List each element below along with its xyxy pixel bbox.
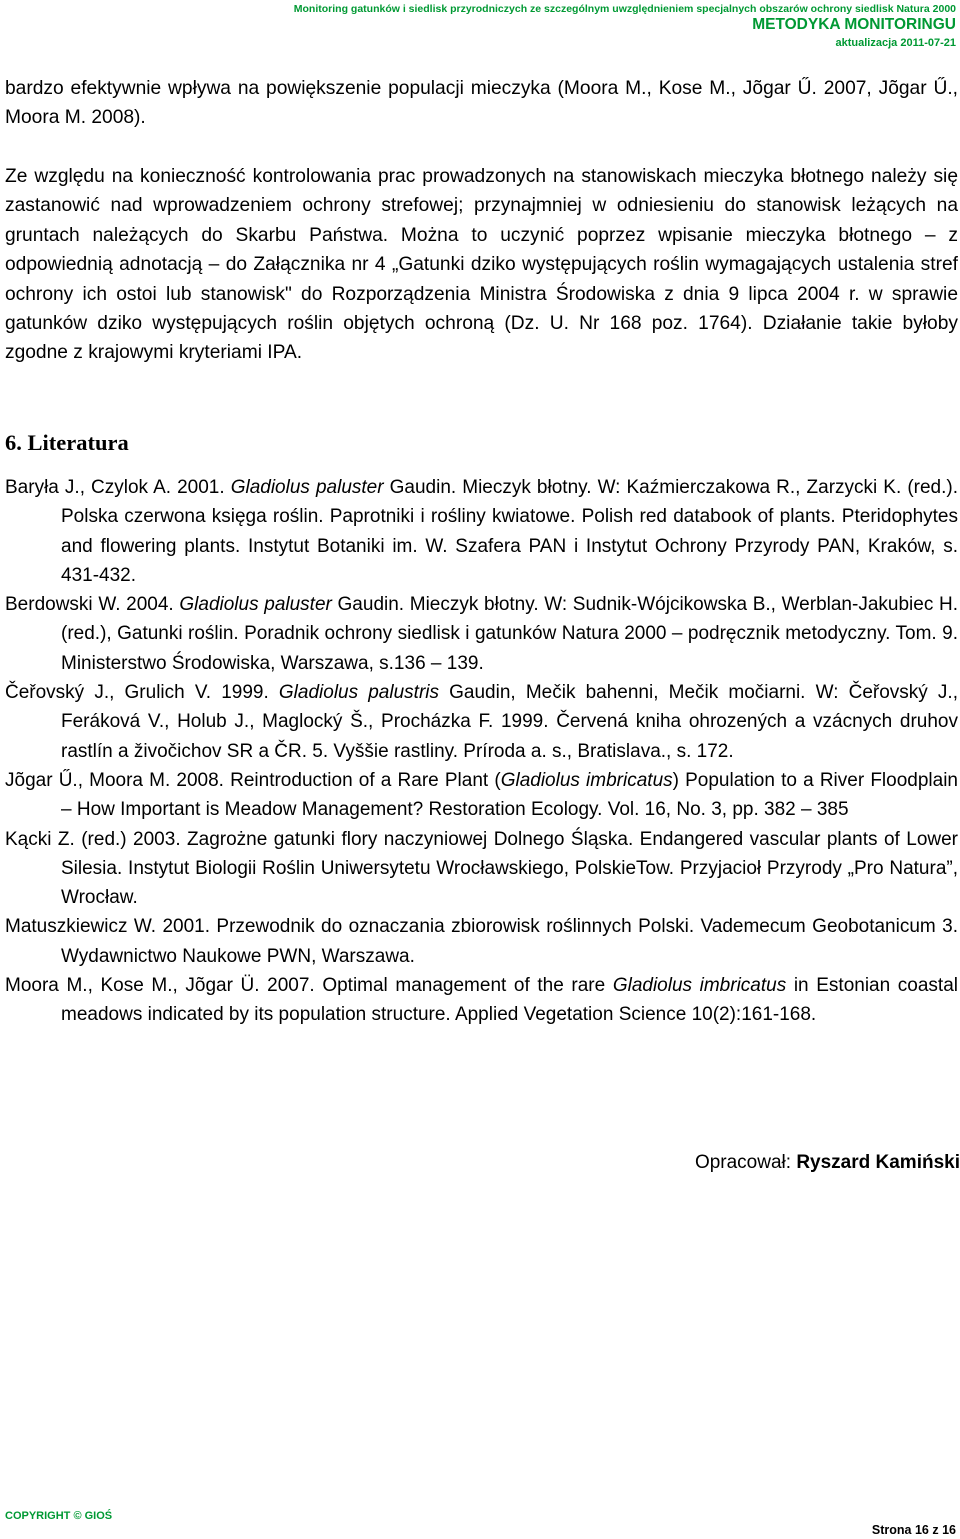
reference-text: Baryła J., Czylok A. 2001. [5, 477, 231, 498]
reference-item [5, 473, 958, 590]
reference-item [5, 766, 958, 825]
reference-text: Čeřovský J., Grulich V. 1999. [5, 682, 279, 704]
reference-item [5, 912, 958, 971]
signature-author-name: Ryszard Kamiński [796, 1152, 960, 1173]
reference-species-name: Gladiolus paluster [230, 477, 384, 498]
reference-item [5, 590, 958, 678]
reference-item [5, 678, 958, 766]
paragraph-1: bardzo efektywnie wpływa na powiększenie populacji mieczyka (Moora M., Kose M., Jõgar Ű. 2007, Jõgar Ű., Moora M. 2008). [5, 78, 958, 129]
reference-item [5, 971, 958, 1030]
reference-text: Moora M., Kose M., Jõgar Ü. 2007. Optimal management of the rare [5, 975, 613, 997]
footer-copyright: COPYRIGHT © GIOŚ [5, 1510, 113, 1522]
header-series-title: Monitoring gatunków i siedlisk przyrodniczych ze szczególnym uwzględnieniem specjalnych obszarów ochrony siedlisk Natura 2000 [293, 3, 956, 15]
reference-text: Kącki Z. (red.) 2003. Zagrożne gatunki flory naczyniowej Dolnego Śląska. Endangered vascular plants of Lower Silesia. Instytut Biologii Roślin Uniwersytetu Wrocławskiego, PolskieTow. Przyjacioł Przyrody „Pro Natura”, Wrocław. [5, 828, 958, 909]
reference-text: in Estonian coastal meadows indicated by its population structure. Applied Vegetation Science 10(2):161-168. [61, 975, 958, 1026]
signature-label: Opracował: [694, 1152, 797, 1173]
header-update-date: aktualizacja 2011-07-21 [835, 37, 956, 49]
reference-species-name: Gladiolus paluster [179, 594, 332, 616]
reference-text: Gaudin. Mieczyk błotny. W: Sudnik-Wójcikowska B., Werblan-Jakubiec H. (red.), Gatunki roślin. Poradnik ochrony siedlisk i gatunków Natura 2000 – podręcznik metodyczny. Tom. 9. Ministerstwo Środowiska, Warszawa, s.136 – 139. [61, 594, 958, 674]
reference-text: Berdowski W. 2004. [5, 594, 180, 616]
reference-text: Matuszkiewicz W. 2001. Przewodnik do oznaczania zbiorowisk roślinnych Polski. Vademecum Geobotanicum 3. Wydawnictwo Naukowe PWN, Warszawa. [5, 916, 958, 967]
reference-text: Gaudin, Mečik bahenni, Mečik močiarni. W: Čeřovský J., Feráková V., Holub J., Maglocký Š., Procházka F. 1999. Červená kniha ohrozených a vzácnych druhov rastlín a živočichov SR a ČR. 5. Vyššie rastliny. Príroda a. s., Bratislava., s. 172. [61, 682, 958, 762]
author-signature [695, 1152, 960, 1174]
paragraph-2: Ze względu na konieczność kontrolowania prac prowadzonych na stanowiskach mieczyka błotnego należy się zastanowić nad wprowadzeniem ochrony strefowej; przynajmniej w odniesieniu do stanowisk leżących na gruntach należących do Skarbu Państwa. Można to uczynić poprzez wpisanie mieczyka błotnego – z odpowiednią adnotacją – do Załącznika nr 4 „Gatunki dziko występujących roślin wymagających ustalenia stref ochrony ich ostoi lub stanowisk" do Rozporządzenia Ministra Środowiska z dnia 9 lipca 2004 r. w sprawie gatunków dziko występujących roślin objętych ochroną (Dz. U. Nr 168 poz. 1764). Działanie takie byłoby zgodne z krajowymi kryteriami IPA. [5, 166, 958, 364]
reference-text: ) Population to a River Floodplain – How Important is Meadow Management? Restoration Ecology. Vol. 16, No. 3, pp. 382 – 385 [61, 769, 958, 821]
reference-species-name: Gladiolus imbricatus [612, 975, 787, 997]
footer-page-number: Strona 16 z 16 [871, 1523, 956, 1537]
header-document-title: METODYKA MONITORINGU [752, 16, 956, 33]
reference-list [5, 473, 958, 1030]
section-heading-literatura: 6. Literatura [5, 430, 129, 455]
reference-item [5, 825, 958, 913]
reference-species-name: Gladiolus palustris [278, 682, 439, 704]
reference-text: Gaudin. Mieczyk błotny. W: Kaźmierczakowa R., Zarzycki K. (red.). Polska czerwona księga roślin. Paprotniki i rośliny kwiatowe. Polish red databook of plants. Pteridophytes and flowering plants. Instytut Botaniki im. W. Szafera PAN i Instytut Ochrony Przyrody PAN, Kraków, s. 431-432. [61, 477, 958, 586]
reference-text: Jõgar Ű., Moora M. 2008. Reintroduction of a Rare Plant ( [5, 769, 501, 791]
reference-species-name: Gladiolus imbricatus [500, 769, 673, 791]
